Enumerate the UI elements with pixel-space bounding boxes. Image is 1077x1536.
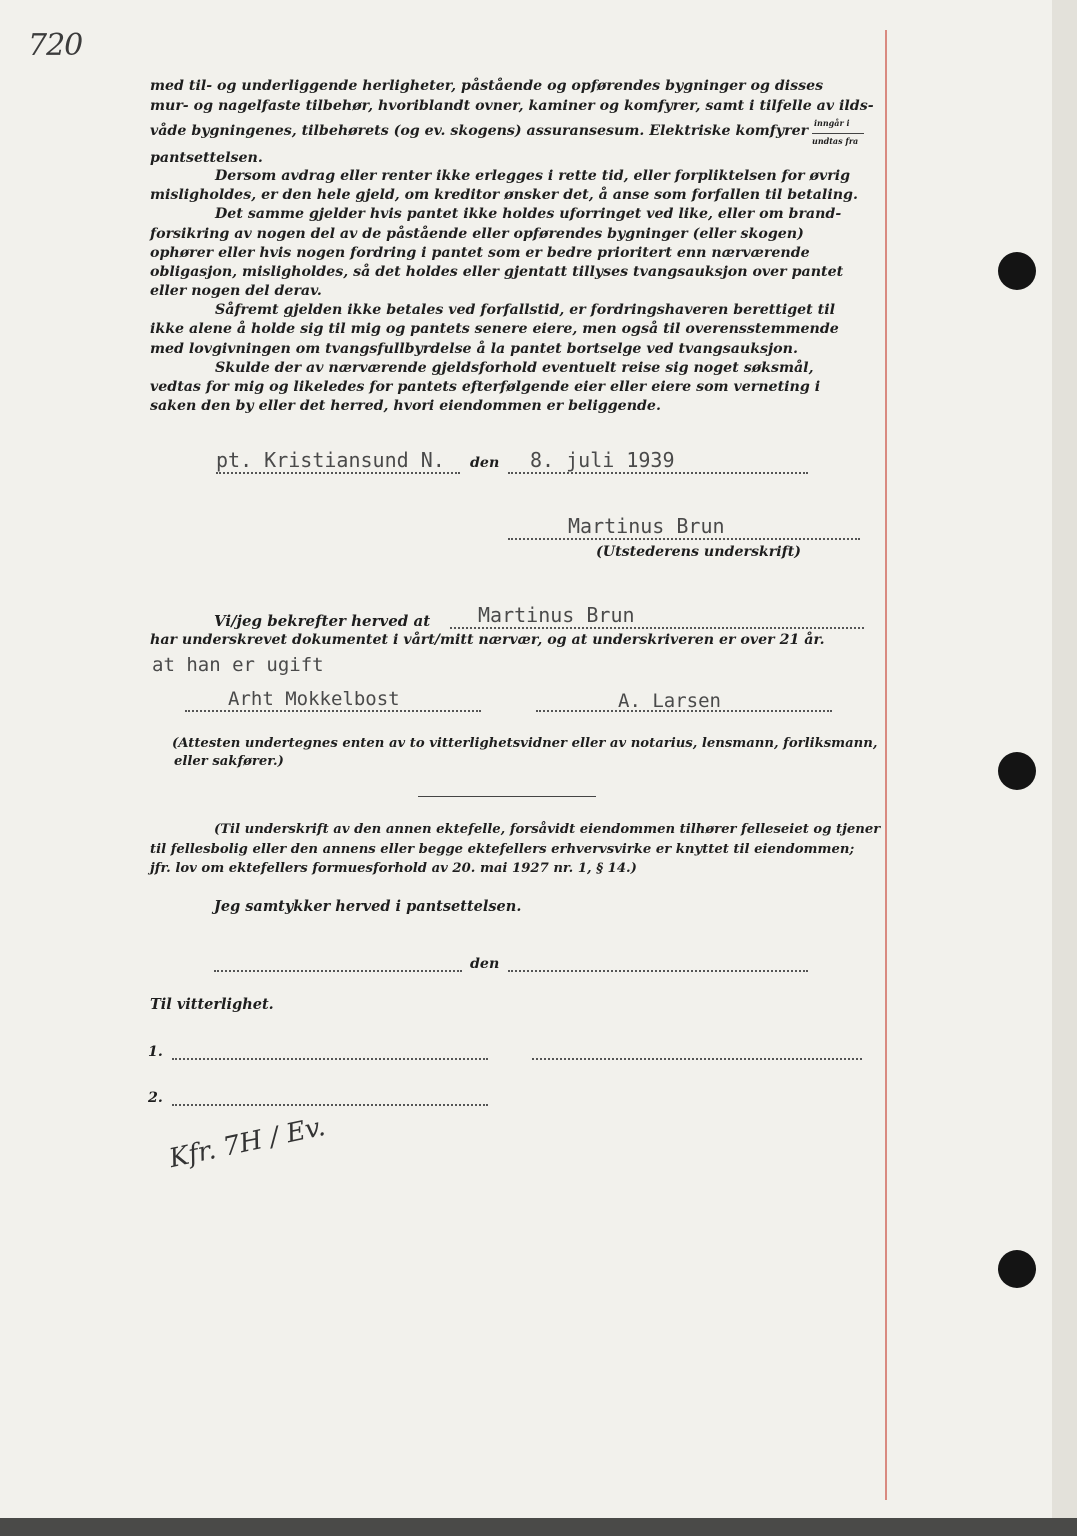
punch-hole <box>998 252 1036 290</box>
witness-one: Arht Mokkelbost <box>228 688 400 710</box>
confirm-label: Vi/jeg bekrefter herved at <box>214 612 431 630</box>
option-bottom: undtas fra <box>812 136 859 146</box>
vitterlighet-heading: Til vitterlighet. <box>150 996 274 1013</box>
body-line: eller nogen del derav. <box>150 283 322 299</box>
date-dotted-line <box>508 472 808 474</box>
body-line: saken den by eller det herred, hvori eiendommen er beliggende. <box>150 398 661 414</box>
spouse-note: til fellesbolig eller den annens eller begge ektefellers erhvervsvirke er knyttet til eiendommen; <box>150 842 855 857</box>
punch-hole <box>998 752 1036 790</box>
consent-text: Jeg samtykker herved i pantsettelsen. <box>214 898 522 915</box>
scan-border <box>0 1518 1077 1536</box>
body-line: forsikring av nogen del av de påstående eller opførendes bygninger (eller skogen) <box>150 226 804 242</box>
place-dotted-line <box>216 472 460 474</box>
body-line: ikke alene å holde sig til mig og pantets senere eiere, men også til overensstemmende <box>150 321 839 337</box>
section-divider <box>418 796 596 797</box>
body-line: vedtas for mig og likeledes for pantets efterfølgende eier eller eiere som verneting i <box>150 379 821 395</box>
body-line: Det samme gjelder hvis pantet ikke holdes uforringet ved like, eller om brand- <box>215 206 842 222</box>
date-field: 8. juli 1939 <box>530 448 675 472</box>
consent-place-line <box>214 970 462 972</box>
witness-one-line <box>185 710 481 712</box>
confirm-text: har underskrevet dokumentet i vårt/mitt nærvær, og at underskriveren er over 21 år. <box>150 632 825 648</box>
confirm-name: Martinus Brun <box>478 603 635 627</box>
body-line: mur- og nagelfaste tilbehør, hvoriblandt ovner, kaminer og komfyrer, samt i tilfelle av ilds- <box>150 98 874 114</box>
consent-date-line <box>508 970 808 972</box>
den-label-2: den <box>470 956 500 972</box>
body-line: med til- og underliggende herligheter, påstående og opførendes bygninger og disses <box>150 78 824 94</box>
issuer-name: Martinus Brun <box>568 514 725 538</box>
confirm-addition: at han er ugift <box>152 654 324 676</box>
body-line: med lovgivningen om tvangsfullbyrdelse å la pantet bortselge ved tvangsauksjon. <box>150 341 798 357</box>
witness-note: eller sakfører.) <box>174 754 284 769</box>
body-line: Skulde der av nærværende gjeldsforhold eventuelt reise sig noget søksmål, <box>215 360 814 376</box>
place-field: pt. Kristiansund N. <box>216 448 445 472</box>
body-line: obligasjon, misligholdes, så det holdes eller gjentatt tillyses tvangsauksjon over pantet <box>150 264 844 280</box>
witness-two: A. Larsen <box>618 690 721 712</box>
spouse-note: jfr. lov om ektefellers formuesforhold av 20. mai 1927 nr. 1, § 14.) <box>150 861 637 876</box>
issuer-signature-line <box>508 538 860 540</box>
page-edge <box>1052 0 1077 1536</box>
witness-two-line <box>536 710 832 712</box>
den-label: den <box>470 455 500 471</box>
margin-rule <box>885 30 887 1500</box>
witness-line-1 <box>172 1058 488 1060</box>
body-line: våde bygningenes, tilbehørets (og ev. skogens) assuransesum. Elektriske komfyrer <box>150 123 809 139</box>
witness-line-2 <box>172 1104 488 1106</box>
witness-note: (Attesten undertegnes enten av to vitterlighetsvidner eller av notarius, lensmann, forliksmann, <box>172 736 878 751</box>
fraction-rule <box>812 133 864 134</box>
page-number: 720 <box>28 28 83 63</box>
handwritten-note: Kfr. 7H / Ev. <box>166 1111 328 1175</box>
witness-number: 1. <box>148 1044 163 1060</box>
punch-hole <box>998 1250 1036 1288</box>
witness-number: 2. <box>148 1090 163 1106</box>
option-top: inngår i <box>814 118 850 128</box>
body-line: misligholdes, er den hele gjeld, om kreditor ønsker det, å anse som forfallen til betaling. <box>150 187 858 203</box>
body-line: Såfremt gjelden ikke betales ved forfallstid, er fordringshaveren berettiget til <box>215 302 835 318</box>
witness-line-1b <box>532 1058 862 1060</box>
body-line: Dersom avdrag eller renter ikke erlegges i rette tid, eller forpliktelsen for øvrig <box>215 168 851 184</box>
issuer-caption: (Utstederens underskrift) <box>596 544 801 560</box>
body-line: pantsettelsen. <box>150 150 263 166</box>
body-line: ophører eller hvis nogen fordring i pantet som er bedre prioritert enn nærværende <box>150 245 810 261</box>
confirm-dotted-line <box>450 627 864 629</box>
spouse-note: (Til underskrift av den annen ektefelle, forsåvidt eiendommen tilhører felleseiet og tjener <box>214 822 881 837</box>
